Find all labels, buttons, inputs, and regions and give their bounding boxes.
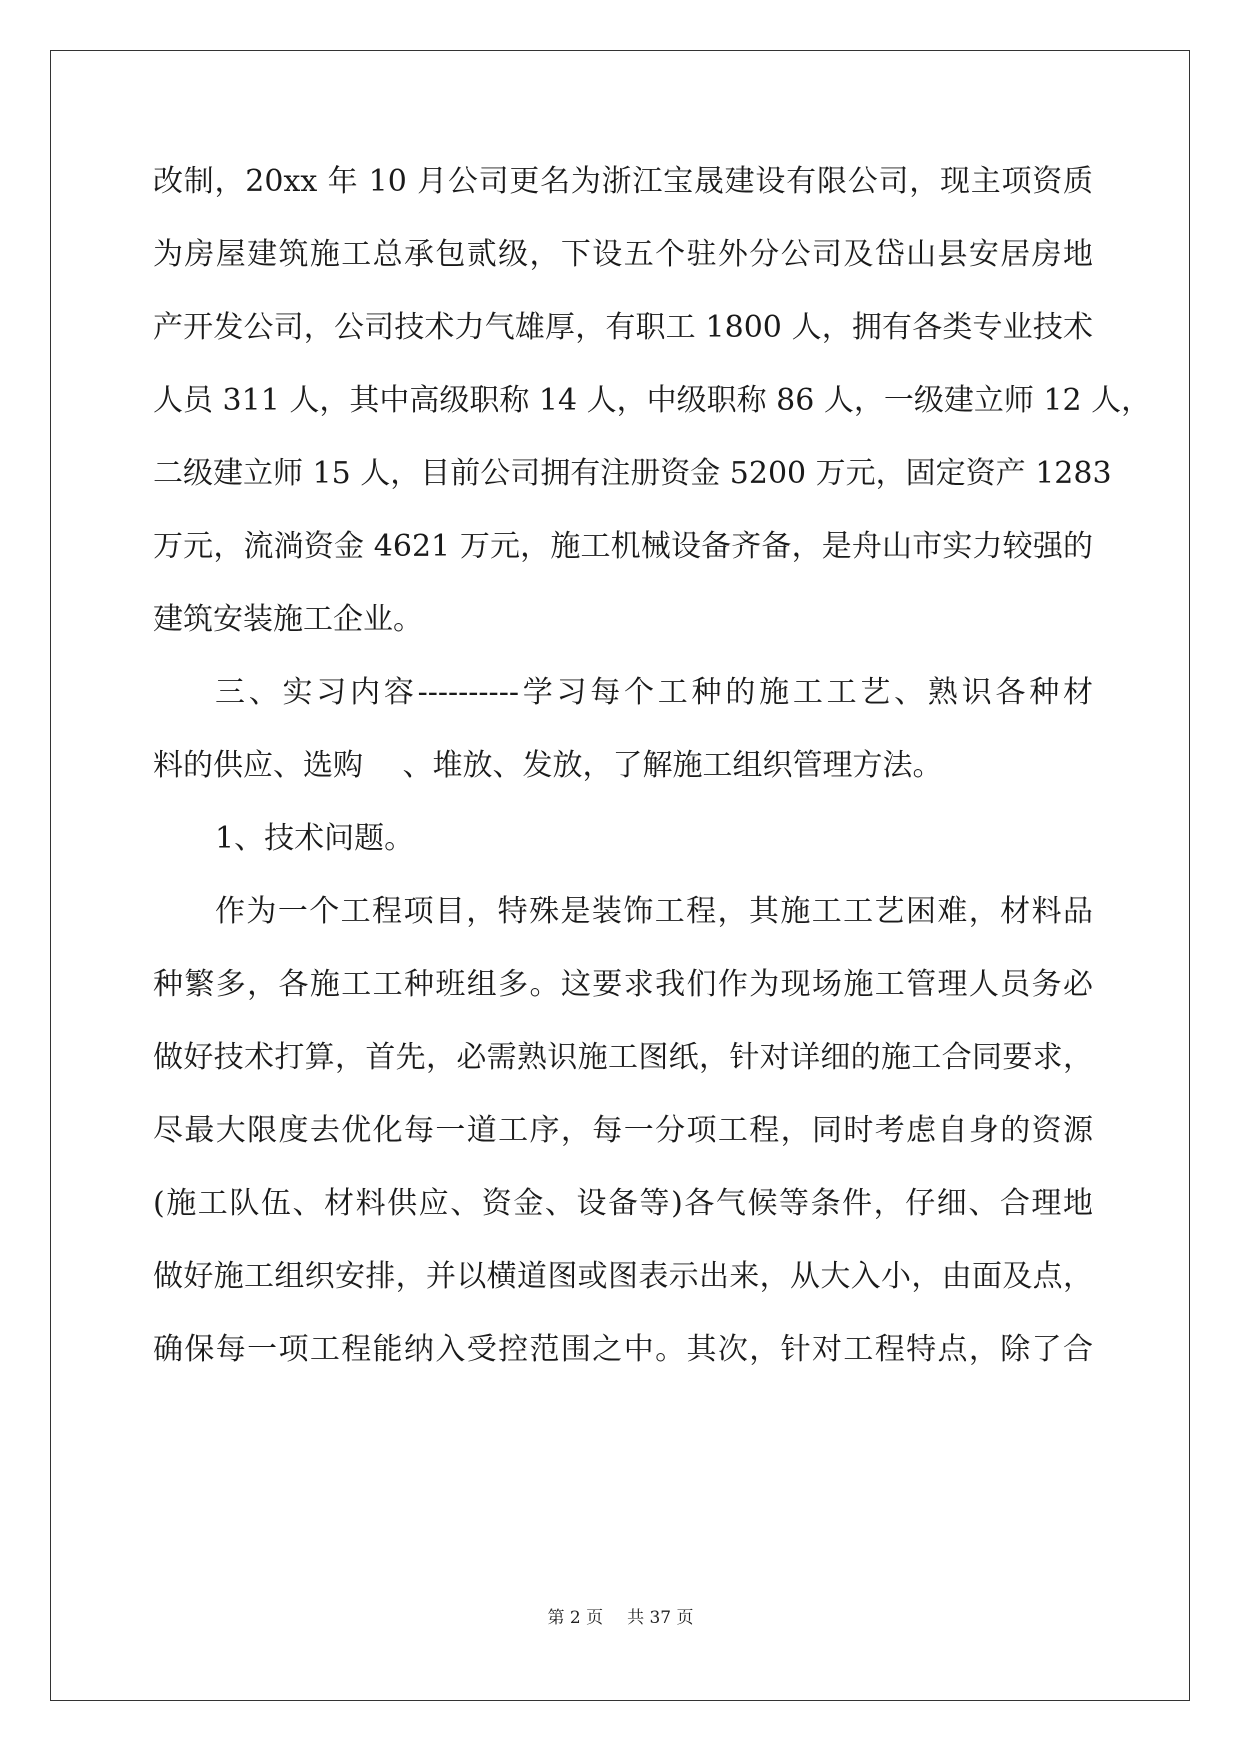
total-pages: 共 37 页 (627, 1608, 694, 1628)
text-line: 种繁多，各施工工种班组多。这要求我们作为现场施工管理人员务必 (153, 967, 1093, 1002)
text-line: 建筑安装施工企业。 (153, 602, 423, 637)
text-line: 二级建立师 15 人，目前公司拥有注册资金 5200 万元，固定资产 1283 (153, 456, 1112, 491)
page-footer (0, 1606, 1241, 1630)
text-line: 万元，流淌资金 4621 万元，施工机械设备齐备，是舟山市实力较强的 (153, 529, 1093, 564)
text-line: 确保每一项工程能纳入受控范围之中。其次，针对工程特点，除了合 (153, 1332, 1093, 1367)
text-line: 作为一个工程项目，特殊是装饰工程，其施工工艺困难，材料品 (215, 894, 1093, 929)
text-line: 改制，20xx 年 10 月公司更名为浙江宝晟建设有限公司，现主项资质 (153, 164, 1093, 199)
text-line: 料的供应、选购 、堆放、发放，了解施工组织管理方法。 (153, 748, 943, 783)
text-line: 人员 311 人，其中高级职称 14 人，中级职称 86 人，一级建立师 12 人， (153, 383, 1152, 418)
text-line: 尽最大限度去优化每一道工序，每一分项工程，同时考虑自身的资源 (153, 1113, 1093, 1148)
page-border (50, 50, 1190, 1701)
text-line: 做好技术打算，首先，必需熟识施工图纸，针对详细的施工合同要求， (153, 1040, 1093, 1075)
text-line: 做好施工组织安排，并以横道图或图表示出来，从大入小，由面及点， (153, 1259, 1093, 1294)
subsection-heading: 1、技术问题。 (215, 821, 415, 856)
section-heading-line: 三、实习内容----------学习每个工种的施工工艺、熟识各种材 (215, 675, 1093, 710)
page-number: 第 2 页 (547, 1608, 604, 1628)
text-line: 为房屋建筑施工总承包贰级，下设五个驻外分公司及岱山县安居房地 (153, 237, 1093, 272)
text-line: (施工队伍、材料供应、资金、设备等)各气候等条件，仔细、合理地 (153, 1186, 1093, 1221)
text-line: 产开发公司，公司技术力气雄厚，有职工 1800 人，拥有各类专业技术 (153, 310, 1093, 345)
